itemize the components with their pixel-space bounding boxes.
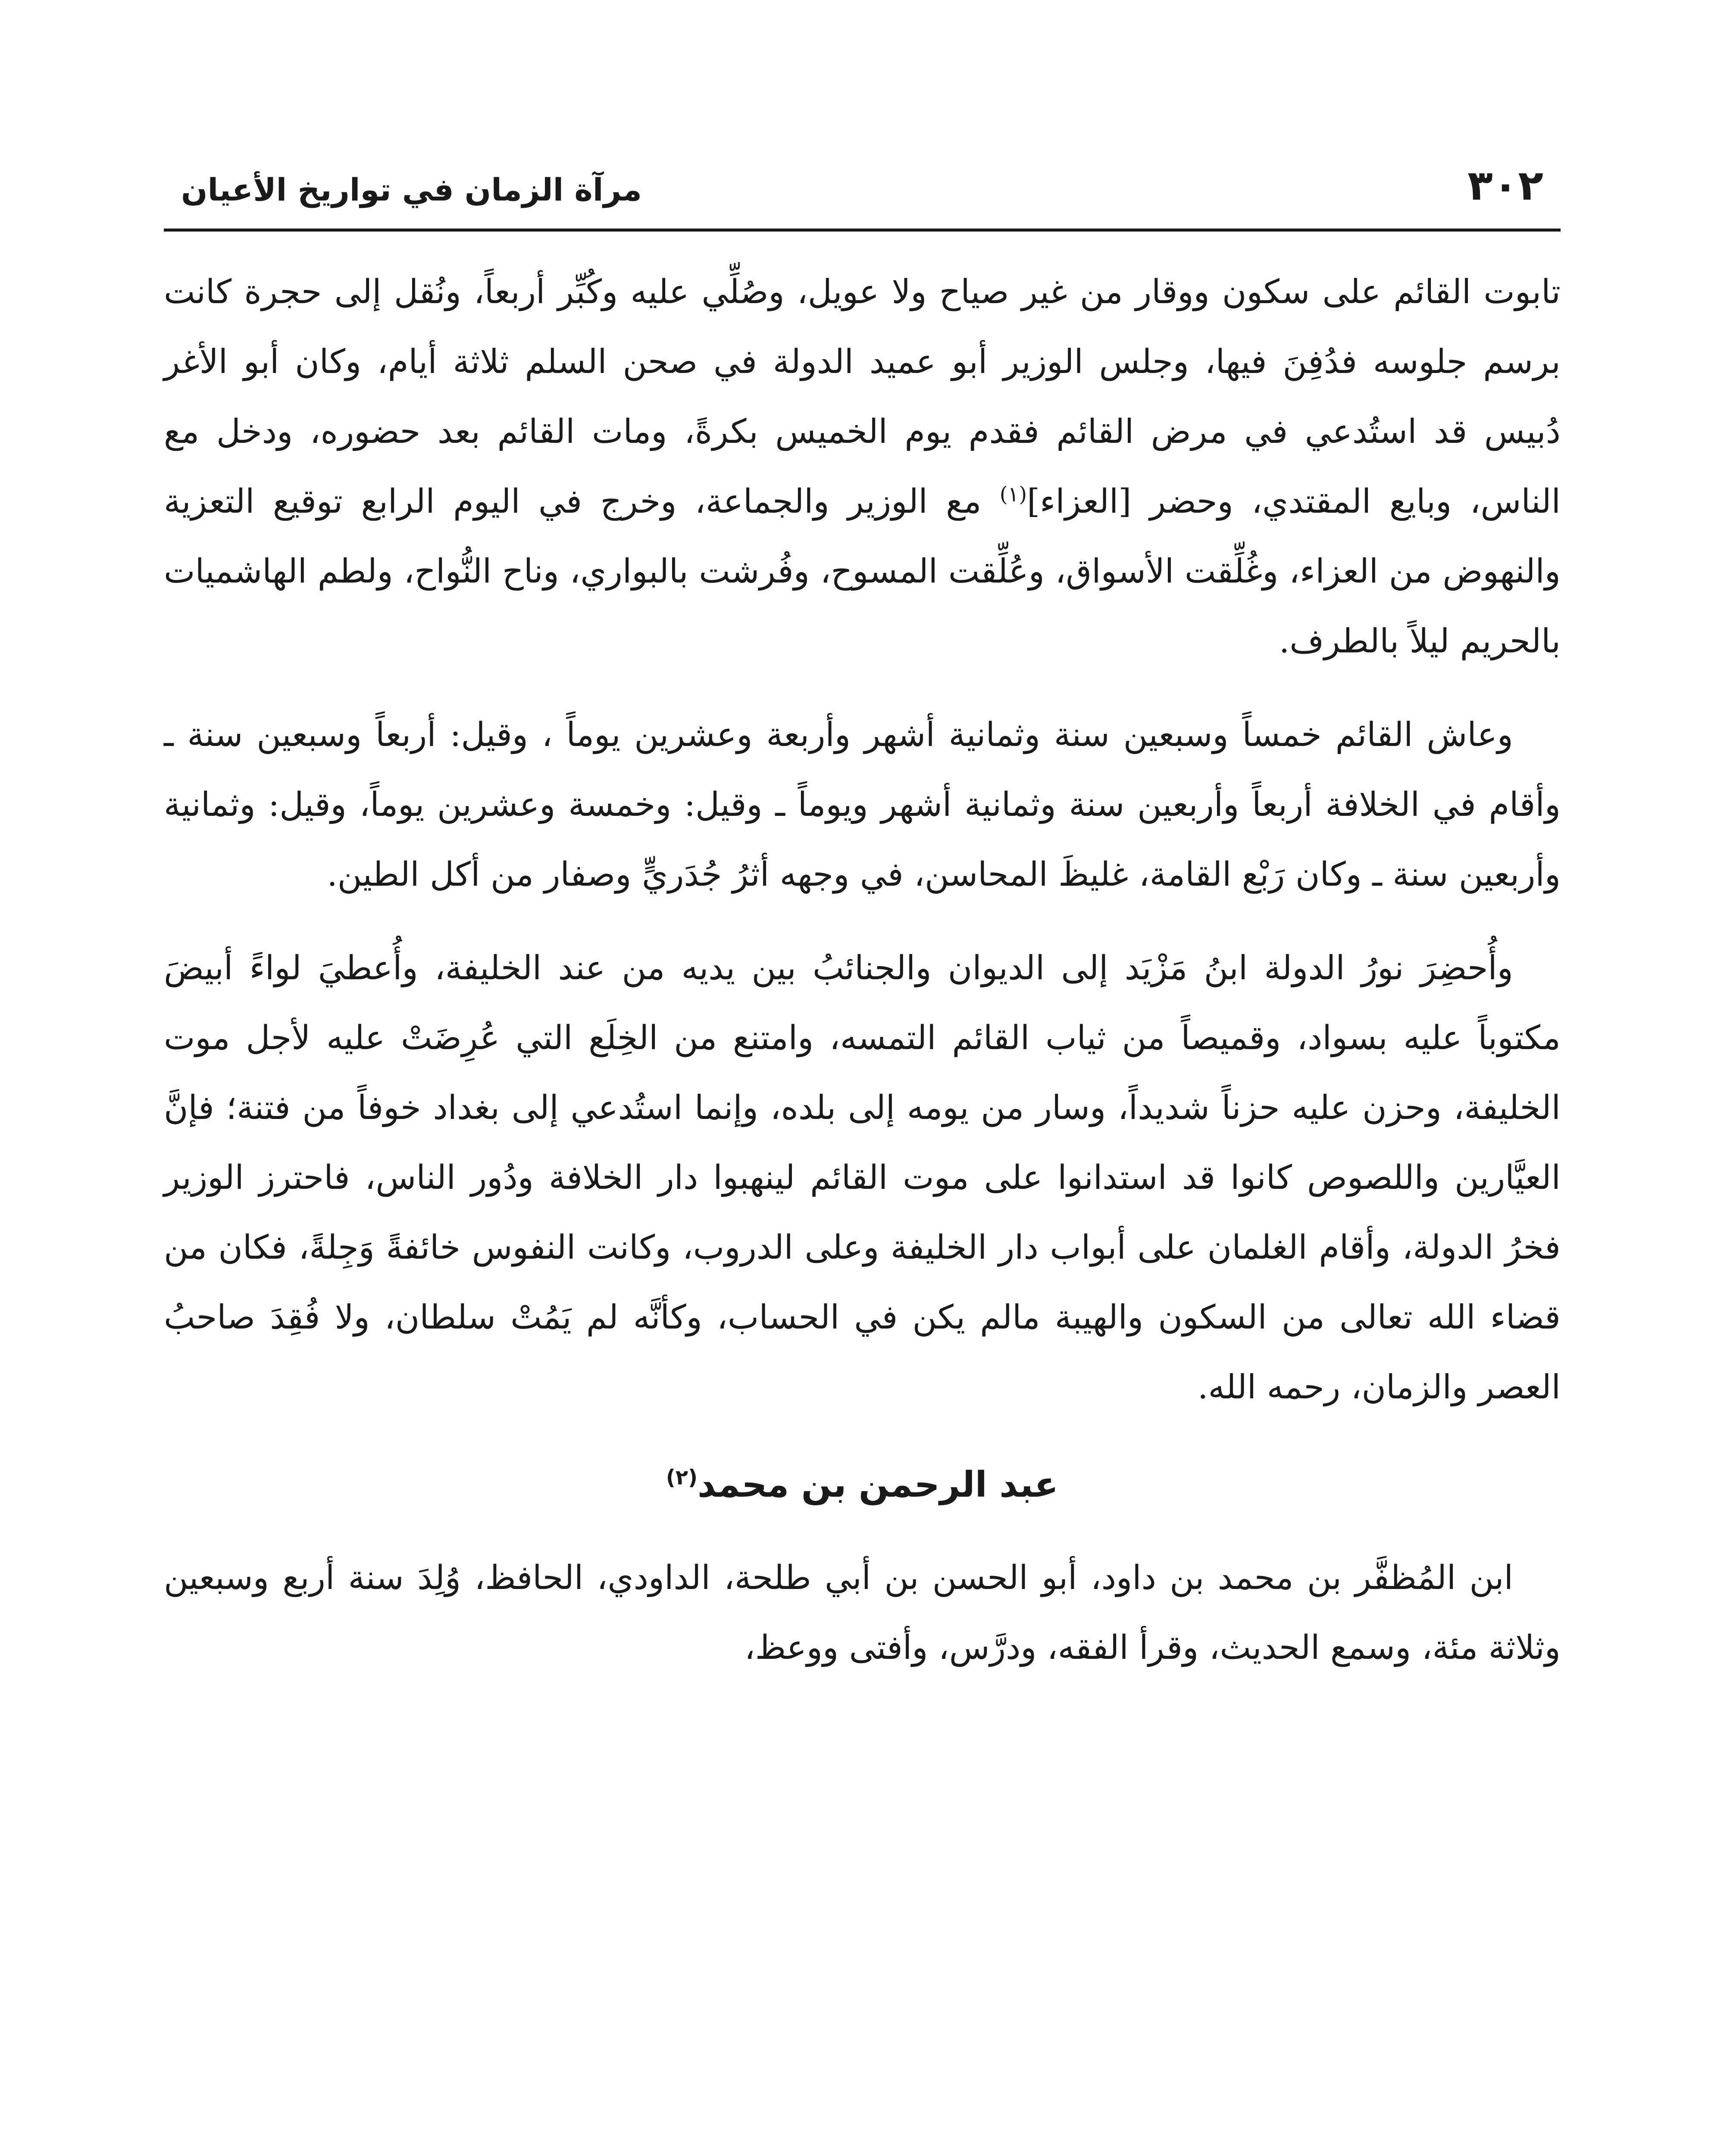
paragraph-2: وعاش القائم خمساً وسبعين سنة وثمانية أشهر وأربعة وعشرين يوماً ، وقيل: أربعاً وسبعين سنة ـ وأقام في الخلافة أربعاً وأربعين سنة وثمانية أشهر ويوماً ـ وقيل: وخمسة وعشرين يوماً، وقيل: وثمانية وأربعين سنة ـ وكان رَبْع القامة، غليظَ المحاسن، في وجهه أثرُ جُدَريٍّ وصفار من أكل الطين.: [164, 716, 1561, 894]
paragraph-1-text-b: مع الوزير والجماعة، وخرج في اليوم الرابع توقيع التعزية والنهوض من العزاء، وغُلِّقت الأسواق، وعُلِّقت المسوح، وفُرشت بالبواري، وناح النُّواح، ولطم الهاشميات بالحريم ليلاً بالطرف.: [164, 483, 1561, 661]
page-header: [164, 142, 1561, 232]
section-heading-text: عبد الرحمن بن محمد: [698, 1464, 1059, 1505]
section-heading: [164, 1453, 1561, 1517]
page-body: [164, 232, 1561, 1683]
paragraph-1-text-a: تابوت القائم على سكون ووقار من غير صياح ولا عويل، وصُلِّي عليه وكُبِّر أربعاً، ونُقل إلى حجرة كانت برسم جلوسه فدُفِنَ فيها، وجلس الوزير أبو عميد الدولة في صحن السلم ثلاثة أيام، وكان أبو الأغر دُبيس قد استُدعي في مرض القائم فقدم يوم الخميس بكرةً، ومات القائم بعد حضوره، ودخل مع الناس، وبايع المقتدي، وحضر [العزاء]: [164, 273, 1561, 521]
book-page: [164, 142, 1561, 2156]
paragraph-4: ابن المُظفَّر بن محمد بن داود، أبو الحسن بن أبي طلحة، الداودي، الحافظ، وُلِدَ سنة أربع وسبعين وثلاثة مئة، وسمع الحديث، وقرأ الفقه، ودرَّس، وأفتى ووعظ،: [164, 1559, 1561, 1667]
running-title: مرآة الزمان في تواريخ الأعيان: [181, 172, 642, 208]
footnote-ref-1: (١): [999, 482, 1027, 507]
paragraph-1: [164, 257, 1561, 677]
footnote-ref-2: (٢): [666, 1465, 698, 1490]
paragraph-3: وأُحضِرَ نورُ الدولة ابنُ مَزْيَد إلى الديوان والجنائبُ بين يديه من عند الخليفة، وأُعطيَ لواءً أبيضَ مكتوباً عليه بسواد، وقميصاً من ثياب القائم التمسه، وامتنع من الخِلَع التي عُرِضَتْ عليه لأجل موت الخليفة، وحزن عليه حزناً شديداً، وسار من يومه إلى بلده، وإنما استُدعي إلى بغداد خوفاً من فتنة؛ فإنَّ العيَّارين واللصوص كانوا قد استدانوا على موت القائم لينهبوا دار الخلافة ودُور الناس، فاحترز الوزير فخرُ الدولة، وأقام الغلمان على أبواب دار الخليفة وعلى الدروب، وكانت النفوس خائفةً وَجِلةً، فكان من قضاء الله تعالى من السكون والهيبة مالم يكن في الحساب، وكأنَّه لم يَمُتْ سلطان، ولا فُقِدَ صاحبُ العصر والزمان، رحمه الله.: [164, 949, 1561, 1407]
page-number: ٣٠٢: [1467, 161, 1543, 210]
